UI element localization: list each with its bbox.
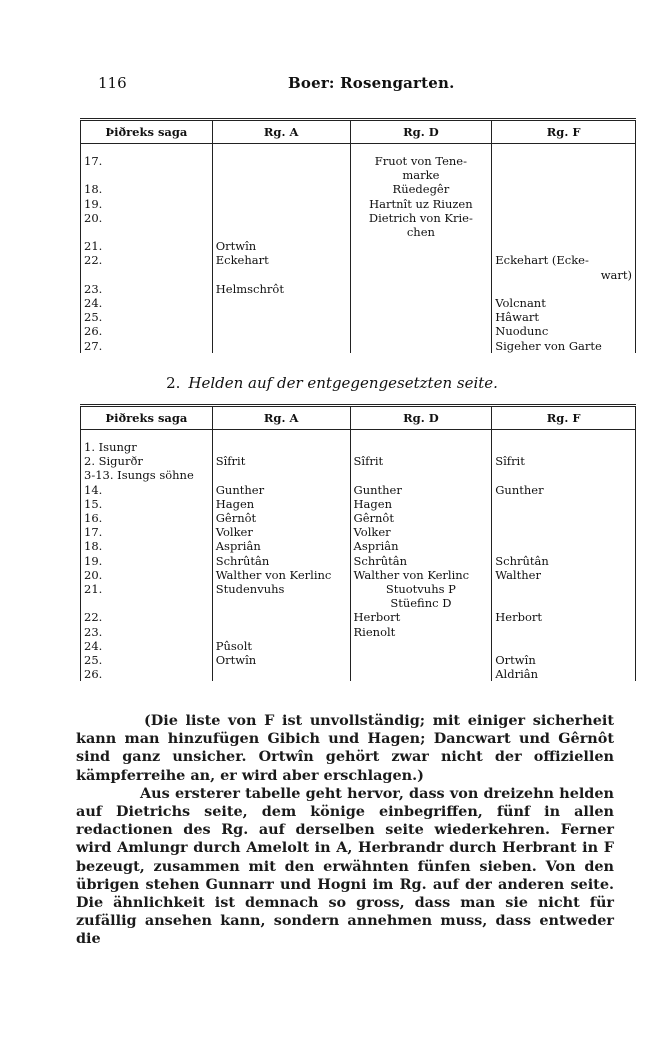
row-number: 17. (81, 154, 213, 168)
table-row (81, 239, 636, 253)
spacer-row (81, 430, 636, 441)
cell-rg-f: wart) (492, 268, 636, 282)
body-text (76, 712, 614, 949)
cell-rg-f (492, 282, 636, 296)
table-row (81, 625, 636, 639)
spacer-cell (81, 430, 213, 441)
cell-rg-d: Fruot von Tene- (350, 154, 492, 168)
cell-rg-d (350, 639, 492, 653)
cell-rg-f (492, 182, 636, 196)
table-row (81, 211, 636, 225)
cell-rg-d: chen (350, 225, 492, 239)
row-number: 25. (81, 310, 213, 324)
cell-rg-a: Ortwîn (212, 239, 350, 253)
spacer-cell (350, 430, 492, 441)
table-row (81, 525, 636, 539)
cell-rg-a: Walther von Kerlinc (212, 568, 350, 582)
cell-rg-a (212, 211, 350, 225)
row-number: 15. (81, 497, 213, 511)
cell-rg-f (492, 197, 636, 211)
cell-rg-a (212, 197, 350, 211)
row-number: 1. Isungr (81, 440, 213, 454)
cell-rg-a: Studenvuhs (212, 582, 350, 596)
paragraph: (Die liste von F ist unvollständig; mit einiger sicherheit kann man hinzufügen Gibich und Hagen; Dancwart und Gêrnôt sind ganz unsicher. Ortwîn gehört zwar nicht der offiziellen kämpferreihe an, er wird aber erschlagen.) (76, 712, 614, 784)
row-number (81, 225, 213, 239)
cell-rg-d (350, 282, 492, 296)
table-row (81, 596, 636, 610)
table-row (81, 653, 636, 667)
table-row (81, 667, 636, 681)
cell-rg-d: Hartnît uz Riuzen (350, 197, 492, 211)
cell-rg-d: Schrûtân (350, 554, 492, 568)
cell-rg-d: marke (350, 168, 492, 182)
col-header: Rg. A (212, 120, 350, 144)
cell-rg-f: Eckehart (Ecke- (492, 253, 636, 267)
table-row (81, 554, 636, 568)
row-number: 18. (81, 182, 213, 196)
cell-rg-d (350, 468, 492, 482)
cell-rg-a (212, 225, 350, 239)
cell-rg-f (492, 525, 636, 539)
row-number: 24. (81, 639, 213, 653)
cell-rg-a (212, 168, 350, 182)
cell-rg-d (350, 296, 492, 310)
cell-rg-d: Herbort (350, 610, 492, 624)
cell-rg-d (350, 667, 492, 681)
table-row (81, 568, 636, 582)
cell-rg-f (492, 168, 636, 182)
cell-rg-a (212, 667, 350, 681)
col-header: Rg. D (350, 120, 492, 144)
cell-rg-a (212, 310, 350, 324)
row-number: 14. (81, 483, 213, 497)
cell-rg-a (212, 468, 350, 482)
cell-rg-d: Rienolt (350, 625, 492, 639)
table-row (81, 225, 636, 239)
col-header: Þiðreks saga (81, 406, 213, 430)
row-number: 21. (81, 582, 213, 596)
cell-rg-d: Aspriân (350, 539, 492, 553)
cell-rg-f (492, 468, 636, 482)
cell-rg-a: Ortwîn (212, 653, 350, 667)
table-header-row (81, 120, 636, 144)
cell-rg-a: Helmschrôt (212, 282, 350, 296)
cell-rg-f: Aldriân (492, 667, 636, 681)
cell-rg-f (492, 211, 636, 225)
row-number: 26. (81, 667, 213, 681)
cell-rg-f (492, 596, 636, 610)
row-number: 2. Sigurðr (81, 454, 213, 468)
table-row (81, 310, 636, 324)
cell-rg-f: Sîfrit (492, 454, 636, 468)
col-header: Þiðreks saga (81, 120, 213, 144)
page-number: 116 (98, 74, 127, 92)
row-number: 20. (81, 568, 213, 582)
cell-rg-f (492, 639, 636, 653)
cell-rg-a (212, 268, 350, 282)
cell-rg-d: Volker (350, 525, 492, 539)
spacer-row (81, 144, 636, 155)
cell-rg-f (492, 539, 636, 553)
paragraph: Aus ersterer tabelle geht hervor, dass von dreizehn helden auf Dietrichs seite, dem könige einbegriffen, fünf in allen redactionen des Rg. auf derselben seite wiederkehren. Ferner wird Amlungr durch Amelolt in A, Herbrandr durch Herbrant in F bezeugt, zusammen mit den erwähnten fünfen sieben. Von den übrigen stehen Gunnarr und Hogni im Rg. auf der anderen seite. Die ähnlichkeit ist demnach so gross, dass man sie nicht für zufällig ansehen kann, sondern annehmen muss, dass entweder die (76, 784, 614, 948)
section-caption (0, 374, 664, 392)
cell-rg-a: Gunther (212, 483, 350, 497)
row-number: 19. (81, 554, 213, 568)
table-row (81, 440, 636, 454)
row-number: 19. (81, 197, 213, 211)
cell-rg-d: Walther von Kerlinc (350, 568, 492, 582)
cell-rg-d (350, 440, 492, 454)
spacer-cell (350, 144, 492, 155)
row-number: 23. (81, 625, 213, 639)
col-header: Rg. D (350, 406, 492, 430)
table-row (81, 511, 636, 525)
row-number: 17. (81, 525, 213, 539)
cell-rg-a: Pûsolt (212, 639, 350, 653)
cell-rg-a (212, 296, 350, 310)
table-row (81, 539, 636, 553)
cell-rg-a (212, 625, 350, 639)
spacer-cell (212, 430, 350, 441)
cell-rg-d: Rüedegêr (350, 182, 492, 196)
table-row (81, 268, 636, 282)
table-row (81, 154, 636, 168)
cell-rg-f (492, 625, 636, 639)
cell-rg-a (212, 596, 350, 610)
row-number (81, 596, 213, 610)
cell-rg-a (212, 324, 350, 338)
row-number: 22. (81, 253, 213, 267)
cell-rg-d (350, 310, 492, 324)
cell-rg-a: Sîfrit (212, 454, 350, 468)
table-row (81, 253, 636, 267)
row-number: 16. (81, 511, 213, 525)
cell-rg-f: Sigeher von Garte (492, 339, 636, 353)
row-number: 22. (81, 610, 213, 624)
cell-rg-a: Hagen (212, 497, 350, 511)
cell-rg-f (492, 239, 636, 253)
running-header (70, 74, 630, 94)
cell-rg-a: Gêrnôt (212, 511, 350, 525)
row-number: 27. (81, 339, 213, 353)
cell-rg-d (350, 324, 492, 338)
cell-rg-a: Schrûtân (212, 554, 350, 568)
cell-rg-f: Gunther (492, 483, 636, 497)
table-row (81, 483, 636, 497)
cell-rg-f: Ortwîn (492, 653, 636, 667)
spacer-cell (81, 144, 213, 155)
cell-rg-d: Gunther (350, 483, 492, 497)
row-number (81, 268, 213, 282)
cell-rg-f (492, 497, 636, 511)
col-header: Rg. F (492, 120, 636, 144)
table-row (81, 182, 636, 196)
table-row (81, 339, 636, 353)
caption-text: Helden auf der entgegengesetzten seite. (188, 374, 498, 392)
cell-rg-a: Volker (212, 525, 350, 539)
cell-rg-d: Stuotvuhs P (350, 582, 492, 596)
cell-rg-f: Walther (492, 568, 636, 582)
cell-rg-f (492, 511, 636, 525)
spacer-cell (492, 430, 636, 441)
running-title: Boer: Rosengarten. (288, 74, 455, 92)
table-row (81, 282, 636, 296)
cell-rg-d (350, 268, 492, 282)
cell-rg-f: Hâwart (492, 310, 636, 324)
table-dietrich-heroes (80, 118, 636, 353)
row-number: 25. (81, 653, 213, 667)
table-row (81, 454, 636, 468)
cell-rg-d (350, 339, 492, 353)
spacer-cell (492, 144, 636, 155)
table-row (81, 468, 636, 482)
table-row (81, 639, 636, 653)
cell-rg-d (350, 239, 492, 253)
row-number: 23. (81, 282, 213, 296)
cell-rg-d: Stüefinc D (350, 596, 492, 610)
table-row (81, 296, 636, 310)
table-row (81, 197, 636, 211)
row-number: 24. (81, 296, 213, 310)
col-header: Rg. F (492, 406, 636, 430)
caption-number: 2. (166, 374, 181, 392)
table-opposing-heroes (80, 404, 636, 681)
table-row (81, 582, 636, 596)
row-number (81, 168, 213, 182)
cell-rg-a: Eckehart (212, 253, 350, 267)
row-number: 21. (81, 239, 213, 253)
row-number: 18. (81, 539, 213, 553)
cell-rg-f: Herbort (492, 610, 636, 624)
spacer-cell (212, 144, 350, 155)
row-number: 20. (81, 211, 213, 225)
cell-rg-f (492, 154, 636, 168)
table-row (81, 497, 636, 511)
cell-rg-f (492, 582, 636, 596)
cell-rg-a (212, 339, 350, 353)
cell-rg-f (492, 440, 636, 454)
cell-rg-d: Sîfrit (350, 454, 492, 468)
cell-rg-f: Schrûtân (492, 554, 636, 568)
table-header-row (81, 406, 636, 430)
row-number: 26. (81, 324, 213, 338)
table-row (81, 324, 636, 338)
cell-rg-f: Nuodunc (492, 324, 636, 338)
cell-rg-a (212, 154, 350, 168)
cell-rg-f: Volcnant (492, 296, 636, 310)
cell-rg-d: Hagen (350, 497, 492, 511)
table-row (81, 168, 636, 182)
col-header: Rg. A (212, 406, 350, 430)
cell-rg-d (350, 653, 492, 667)
cell-rg-d (350, 253, 492, 267)
cell-rg-a: Aspriân (212, 539, 350, 553)
cell-rg-d: Gêrnôt (350, 511, 492, 525)
row-number: 3-13. Isungs söhne (81, 468, 213, 482)
cell-rg-a (212, 440, 350, 454)
cell-rg-a (212, 182, 350, 196)
cell-rg-d: Dietrich von Krie- (350, 211, 492, 225)
cell-rg-f (492, 225, 636, 239)
table-row (81, 610, 636, 624)
cell-rg-a (212, 610, 350, 624)
